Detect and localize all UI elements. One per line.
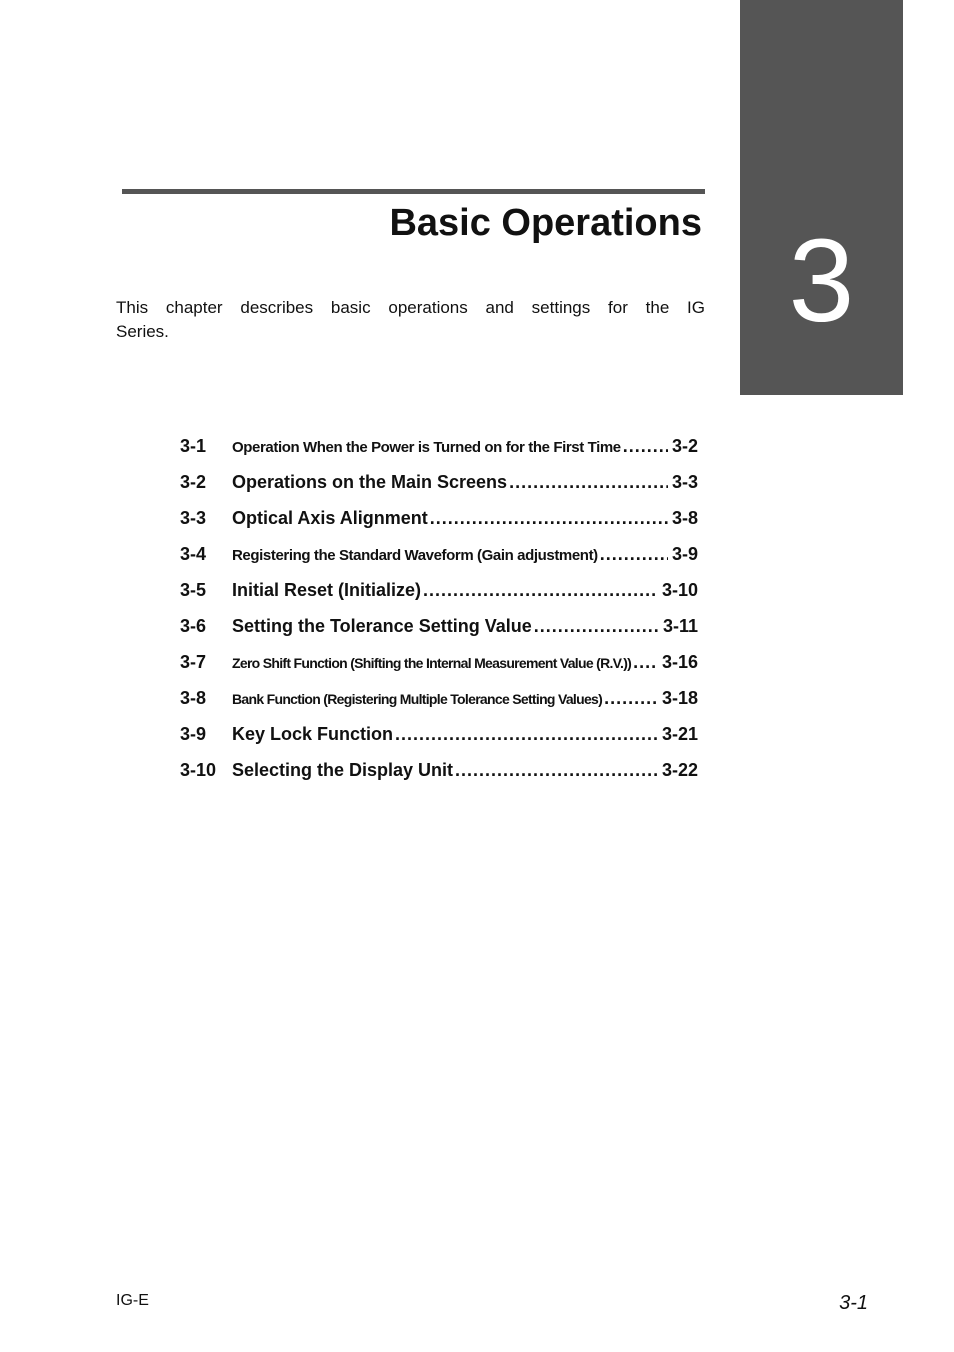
toc-entry-title: Optical Axis Alignment [232,508,428,528]
toc-leader-dots [423,580,658,601]
toc-entry-page: 3-21 [661,724,698,744]
toc-leader-dots [509,472,668,493]
toc-entry-number: 3-7 [180,652,207,672]
toc-entry-title: Zero Shift Function (Shifting the Internal Measurement Value (R.V.)) [232,655,632,671]
table-of-contents [180,436,698,796]
chapter-tab [740,0,903,395]
toc-leader-dots [534,616,659,637]
toc-entry-3-4[interactable] [180,544,698,580]
toc-entry-page: 3-2 [671,436,698,456]
toc-entry-3-3[interactable] [180,508,698,544]
toc-leader-dots [623,436,668,457]
toc-entry-number: 3-6 [180,616,207,636]
toc-entry-3-5[interactable] [180,580,698,616]
toc-entry-3-6[interactable] [180,616,698,652]
toc-entry-title: Bank Function (Registering Multiple Tolerance Setting Values) [232,691,603,707]
toc-entry-3-7[interactable] [180,652,698,688]
toc-entry-page: 3-16 [661,652,698,672]
toc-entry-number: 3-1 [180,436,207,456]
toc-entry-number: 3-10 [180,760,217,780]
toc-entry-3-1[interactable] [180,436,698,472]
toc-entry-title: Operation When the Power is Turned on for the First Time [232,439,621,456]
toc-entry-page: 3-11 [662,616,698,636]
page-title: Basic Operations [389,202,702,244]
toc-entry-number: 3-2 [180,472,207,492]
toc-entry-title: Operations on the Main Screens [232,472,508,492]
chapter-intro: This chapter describes basic operations and settings for the IG Series. [116,298,705,341]
toc-entry-page: 3-22 [661,760,698,780]
toc-entry-3-8[interactable] [180,688,698,724]
toc-entry-title: Registering the Standard Waveform (Gain adjustment) [232,547,598,564]
toc-leader-dots [430,508,668,529]
toc-leader-dots [604,688,658,709]
toc-entry-title: Initial Reset (Initialize) [232,580,422,600]
title-rule [122,189,705,194]
footer-manual-code: IG-E [116,1292,149,1309]
toc-entry-page: 3-8 [671,508,698,528]
toc-entry-page: 3-10 [661,580,698,600]
toc-entry-3-10[interactable] [180,760,698,796]
toc-entry-number: 3-3 [180,508,207,528]
toc-entry-3-9[interactable] [180,724,698,760]
toc-entry-number: 3-8 [180,688,207,708]
toc-leader-dots [395,724,658,745]
toc-leader-dots [600,544,668,565]
toc-entry-number: 3-9 [180,724,207,744]
toc-leader-dots [633,652,658,673]
toc-entry-title: Setting the Tolerance Setting Value [232,616,532,636]
toc-entry-3-2[interactable] [180,472,698,508]
chapter-number: 3 [788,215,855,347]
toc-entry-number: 3-5 [180,580,207,600]
footer-page-number: 3-1 [839,1292,868,1314]
toc-entry-page: 3-3 [671,472,698,492]
toc-entry-page: 3-9 [671,544,698,564]
toc-entry-number: 3-4 [180,544,207,564]
toc-entry-title: Selecting the Display Unit [232,760,454,780]
toc-entry-page: 3-18 [661,688,698,708]
toc-leader-dots [455,760,658,781]
toc-entry-title: Key Lock Function [232,724,394,744]
